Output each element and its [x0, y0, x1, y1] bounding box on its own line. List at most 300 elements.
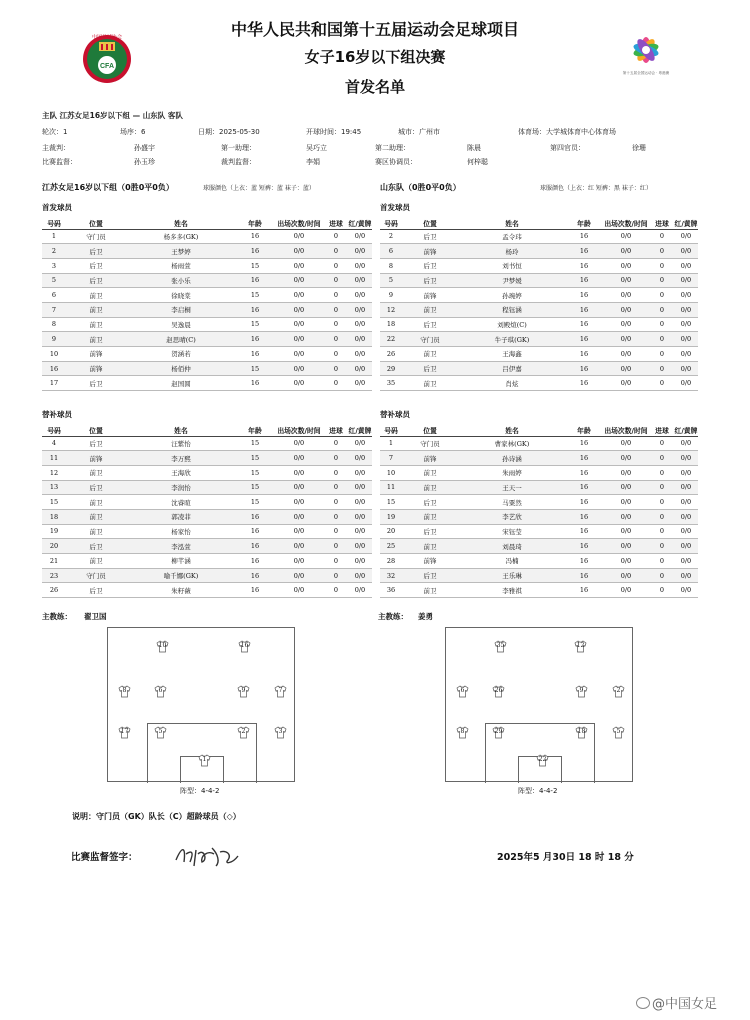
cell-pos: 前卫	[66, 288, 126, 303]
cell-name: 曹家林(GK)	[458, 436, 566, 451]
shirt-number: 22	[538, 756, 547, 763]
cell-num: 7	[380, 451, 402, 466]
cell-cards: 0/0	[674, 451, 698, 466]
cell-cards: 0/0	[674, 317, 698, 332]
player-shirt	[492, 685, 505, 698]
cell-cards: 0/0	[674, 273, 698, 288]
cell-num: 20	[380, 524, 402, 539]
shirt-number: 5	[158, 728, 163, 735]
table-row	[42, 583, 372, 598]
table-row	[380, 332, 698, 347]
cell-pos: 前卫	[66, 465, 126, 480]
cell-goals: 0	[650, 465, 674, 480]
home-coach: 翟卫国	[84, 612, 107, 621]
table-row	[380, 258, 698, 273]
cell-age: 16	[566, 317, 602, 332]
cell-age: 16	[566, 554, 602, 569]
table-row	[42, 273, 372, 288]
cell-cards: 0/0	[674, 509, 698, 524]
cell-age: 16	[566, 524, 602, 539]
cell-age: 16	[236, 583, 274, 598]
cell-apps: 0/0	[274, 583, 324, 598]
cell-num: 29	[380, 361, 402, 376]
table-row	[42, 524, 372, 539]
signature-image	[172, 840, 242, 870]
cell-apps: 0/0	[274, 539, 324, 554]
cell-goals: 0	[650, 376, 674, 391]
cell-apps: 0/0	[602, 436, 650, 451]
cell-num: 16	[42, 361, 66, 376]
shirt-number: 12	[576, 642, 585, 649]
away-coach-label: 主教练：	[378, 612, 408, 621]
cell-cards: 0/0	[348, 509, 372, 524]
col-pos: 位置	[402, 425, 458, 436]
cell-age: 16	[566, 229, 602, 244]
table-row	[42, 258, 372, 273]
col-num: 号码	[380, 218, 402, 229]
table-row	[380, 376, 698, 391]
cell-goals: 0	[324, 568, 348, 583]
cell-goals: 0	[650, 524, 674, 539]
cell-apps: 0/0	[274, 317, 324, 332]
cell-pos: 前卫	[66, 302, 126, 317]
cell-pos: 前卫	[66, 332, 126, 347]
cell-num: 9	[42, 332, 66, 347]
col-age: 年龄	[236, 218, 274, 229]
cell-name: 杨玲	[458, 244, 566, 259]
cell-pos: 后卫	[402, 495, 458, 510]
cell-apps: 0/0	[602, 317, 650, 332]
cell-apps: 0/0	[602, 465, 650, 480]
home-kit: 球服颜色（上衣：蓝 短裤：蓝 袜子：蓝）	[203, 185, 315, 192]
cell-pos: 前卫	[66, 554, 126, 569]
cell-name: 吕伊嘉	[458, 361, 566, 376]
cell-pos: 前卫	[66, 317, 126, 332]
cell-name: 刘晨琦	[458, 539, 566, 554]
cell-name: 王海鑫	[458, 347, 566, 362]
cell-num: 2	[42, 244, 66, 259]
cell-pos: 后卫	[402, 568, 458, 583]
cell-cards: 0/0	[674, 583, 698, 598]
cell-cards: 0/0	[674, 288, 698, 303]
cell-name: 杨多多(GK)	[126, 229, 236, 244]
cell-apps: 0/0	[274, 258, 324, 273]
cell-name: 刘书恒	[458, 258, 566, 273]
cell-apps: 0/0	[602, 480, 650, 495]
cell-pos: 前锋	[402, 288, 458, 303]
cell-goals: 0	[324, 361, 348, 376]
cell-apps: 0/0	[274, 509, 324, 524]
player-shirt	[494, 640, 507, 653]
cell-cards: 0/0	[348, 451, 372, 466]
cell-age: 16	[566, 509, 602, 524]
table-row	[380, 583, 698, 598]
cell-pos: 前锋	[66, 361, 126, 376]
cell-age: 16	[566, 568, 602, 583]
cell-pos: 后卫	[66, 376, 126, 391]
fourth-official: 徐珊	[632, 144, 646, 152]
table-row	[380, 361, 698, 376]
cell-name: 赵国圆	[126, 376, 236, 391]
table-row	[380, 317, 698, 332]
cell-name: 冯楠	[458, 554, 566, 569]
table-row	[42, 436, 372, 451]
cell-goals: 0	[324, 244, 348, 259]
cell-name: 张小乐	[126, 273, 236, 288]
table-row	[380, 451, 698, 466]
player-shirt	[492, 726, 505, 739]
player-shirt	[198, 754, 211, 767]
player-shirt	[156, 640, 169, 653]
cell-cards: 0/0	[348, 495, 372, 510]
cell-pos: 后卫	[402, 361, 458, 376]
cell-age: 15	[236, 480, 274, 495]
cell-pos: 前锋	[402, 554, 458, 569]
cell-apps: 0/0	[602, 539, 650, 554]
referee: 孙盛宇	[134, 144, 155, 152]
cell-name: 王海欣	[126, 465, 236, 480]
cell-name: 刘殿煊(C)	[458, 317, 566, 332]
cell-goals: 0	[324, 509, 348, 524]
match-date: 日期：2025-05-30	[198, 128, 260, 136]
cell-goals: 0	[650, 495, 674, 510]
cell-num: 8	[42, 317, 66, 332]
cell-num: 5	[380, 273, 402, 288]
cell-age: 16	[566, 258, 602, 273]
player-shirt	[612, 685, 625, 698]
cell-name: 吴逸晨	[126, 317, 236, 332]
cell-goals: 0	[650, 229, 674, 244]
table-row	[42, 332, 372, 347]
shirt-number: 29	[494, 728, 503, 735]
cell-pos: 后卫	[66, 480, 126, 495]
cell-pos: 后卫	[66, 244, 126, 259]
cell-name: 徐晓棠	[126, 288, 236, 303]
cell-num: 11	[380, 480, 402, 495]
cell-pos: 前锋	[66, 347, 126, 362]
cell-apps: 0/0	[602, 332, 650, 347]
table-row	[380, 347, 698, 362]
cell-num: 3	[42, 258, 66, 273]
home-subs-label: 替补球员	[42, 410, 72, 419]
col-cards: 红/黄牌	[674, 218, 698, 229]
cell-name: 李艺欣	[458, 509, 566, 524]
cell-age: 15	[236, 465, 274, 480]
cell-age: 16	[566, 302, 602, 317]
cell-cards: 0/0	[348, 554, 372, 569]
cell-apps: 0/0	[602, 288, 650, 303]
cell-name: 肖炫	[458, 376, 566, 391]
col-age: 年龄	[566, 218, 602, 229]
cell-name: 喻千娜(GK)	[126, 568, 236, 583]
cell-apps: 0/0	[602, 509, 650, 524]
player-shirt	[237, 726, 250, 739]
cell-apps: 0/0	[274, 554, 324, 569]
col-age: 年龄	[566, 425, 602, 436]
cell-goals: 0	[650, 539, 674, 554]
cell-num: 23	[42, 568, 66, 583]
cell-apps: 0/0	[602, 273, 650, 288]
cell-cards: 0/0	[348, 229, 372, 244]
cell-num: 4	[42, 436, 66, 451]
cell-pos: 前卫	[66, 524, 126, 539]
cell-cards: 0/0	[348, 583, 372, 598]
ar2: 陈晨	[467, 144, 481, 152]
shirt-number: 5	[616, 728, 621, 735]
round: 轮次：1	[42, 128, 68, 136]
cfa-logo-text: CFA	[100, 63, 114, 70]
cell-goals: 0	[650, 288, 674, 303]
teams-line: 主队 江苏女足16岁以下组 — 山东队 客队	[42, 111, 183, 120]
col-goals: 进球	[324, 218, 348, 229]
cell-cards: 0/0	[348, 436, 372, 451]
player-shirt	[154, 726, 167, 739]
cell-pos: 守门员	[66, 568, 126, 583]
cell-pos: 前锋	[66, 451, 126, 466]
cell-apps: 0/0	[274, 480, 324, 495]
shirt-number: 2	[616, 687, 621, 694]
cell-goals: 0	[324, 436, 348, 451]
cell-pos: 前锋	[402, 244, 458, 259]
cell-goals: 0	[650, 273, 674, 288]
cell-age: 16	[236, 376, 274, 391]
table-row	[42, 465, 372, 480]
cell-num: 19	[380, 509, 402, 524]
cell-cards: 0/0	[674, 347, 698, 362]
cell-pos: 前卫	[402, 302, 458, 317]
cell-apps: 0/0	[602, 376, 650, 391]
cell-age: 16	[236, 539, 274, 554]
col-cards: 红/黄牌	[348, 218, 372, 229]
shirt-number: 35	[496, 642, 505, 649]
home-subs-table	[42, 425, 372, 598]
cell-name: 郭凌菲	[126, 509, 236, 524]
cell-goals: 0	[650, 302, 674, 317]
cell-pos: 守门员	[402, 332, 458, 347]
cell-cards: 0/0	[674, 376, 698, 391]
cell-cards: 0/0	[348, 332, 372, 347]
cell-num: 36	[380, 583, 402, 598]
col-name: 姓名	[126, 218, 236, 229]
col-num: 号码	[42, 425, 66, 436]
player-shirt	[575, 685, 588, 698]
away-formation: 阵型：4-4-2	[518, 787, 558, 795]
cell-age: 16	[236, 229, 274, 244]
cell-age: 16	[236, 568, 274, 583]
cell-age: 16	[566, 451, 602, 466]
cell-apps: 0/0	[274, 495, 324, 510]
cell-name: 杨家怡	[126, 524, 236, 539]
cell-name: 李雅祺	[458, 583, 566, 598]
cell-goals: 0	[324, 524, 348, 539]
cell-num: 22	[380, 332, 402, 347]
shirt-number: 26	[494, 687, 503, 694]
shirt-number: 7	[278, 687, 283, 694]
cell-num: 25	[380, 539, 402, 554]
cell-apps: 0/0	[274, 302, 324, 317]
table-row	[42, 229, 372, 244]
cell-age: 16	[236, 273, 274, 288]
player-shirt	[612, 726, 625, 739]
cell-cards: 0/0	[674, 495, 698, 510]
cell-apps: 0/0	[602, 302, 650, 317]
cell-name: 朱雨婷	[458, 465, 566, 480]
cell-cards: 0/0	[674, 436, 698, 451]
table-row	[42, 244, 372, 259]
cell-apps: 0/0	[602, 568, 650, 583]
cell-cards: 0/0	[348, 302, 372, 317]
referee-label: 主裁判：	[42, 144, 70, 152]
cell-apps: 0/0	[602, 258, 650, 273]
player-shirt	[274, 726, 287, 739]
cell-num: 26	[380, 347, 402, 362]
cell-goals: 0	[650, 583, 674, 598]
cell-name: 宋钰莹	[458, 524, 566, 539]
cell-goals: 0	[324, 317, 348, 332]
watermark	[636, 993, 717, 1012]
cell-cards: 0/0	[348, 376, 372, 391]
cell-name: 李泓萱	[126, 539, 236, 554]
cell-name: 沈睿暄	[126, 495, 236, 510]
cell-age: 16	[566, 332, 602, 347]
cell-pos: 前卫	[402, 376, 458, 391]
cell-apps: 0/0	[274, 361, 324, 376]
cell-num: 11	[42, 451, 66, 466]
shirt-number: 6	[158, 687, 163, 694]
col-goals: 进球	[650, 425, 674, 436]
away-team-title: 山东队（0胜0平0负）	[380, 183, 461, 192]
cell-pos: 后卫	[66, 539, 126, 554]
ar1: 吴巧立	[306, 144, 327, 152]
cell-name: 牛子琪(GK)	[458, 332, 566, 347]
cell-cards: 0/0	[674, 524, 698, 539]
cell-apps: 0/0	[602, 524, 650, 539]
cell-goals: 0	[324, 495, 348, 510]
cell-cards: 0/0	[674, 465, 698, 480]
cell-pos: 守门员	[66, 229, 126, 244]
col-num: 号码	[42, 218, 66, 229]
col-apps: 出场次数/时间	[602, 218, 650, 229]
table-row	[380, 273, 698, 288]
assessor-label: 裁判监督：	[221, 158, 256, 166]
table-row	[42, 568, 372, 583]
table-row	[380, 554, 698, 569]
cell-goals: 0	[324, 480, 348, 495]
cell-pos: 前卫	[402, 465, 458, 480]
cell-cards: 0/0	[348, 480, 372, 495]
cell-age: 15	[236, 317, 274, 332]
home-starters-table	[42, 218, 372, 391]
cell-goals: 0	[324, 539, 348, 554]
cell-num: 12	[380, 302, 402, 317]
cell-num: 12	[42, 465, 66, 480]
cell-apps: 0/0	[274, 244, 324, 259]
player-shirt	[536, 754, 549, 767]
col-apps: 出场次数/时间	[274, 218, 324, 229]
cell-num: 8	[380, 258, 402, 273]
player-shirt	[575, 726, 588, 739]
cell-name: 汪紫怡	[126, 436, 236, 451]
player-shirt	[118, 726, 131, 739]
cell-pos: 前卫	[402, 583, 458, 598]
home-starters-label: 首发球员	[42, 203, 72, 212]
cell-goals: 0	[650, 436, 674, 451]
table-row	[380, 568, 698, 583]
assessor: 李娟	[306, 158, 320, 166]
cell-name: 李润怡	[126, 480, 236, 495]
title-line3: 首发名单	[344, 78, 405, 96]
col-goals: 进球	[650, 218, 674, 229]
cell-name: 柳芊涵	[126, 554, 236, 569]
shirt-number: 10	[158, 642, 167, 649]
shirt-number: 8	[122, 687, 127, 694]
cell-name: 尹梦媛	[458, 273, 566, 288]
cell-apps: 0/0	[602, 583, 650, 598]
city: 城市：广州市	[398, 128, 440, 136]
table-row	[380, 436, 698, 451]
cell-cards: 0/0	[348, 273, 372, 288]
cell-pos: 守门员	[402, 436, 458, 451]
away-subs-table	[380, 425, 698, 598]
cell-apps: 0/0	[274, 332, 324, 347]
away-subs-label: 替补球员	[380, 410, 410, 419]
cell-name: 马粟然	[458, 495, 566, 510]
cell-pos: 前锋	[402, 451, 458, 466]
cell-cards: 0/0	[674, 258, 698, 273]
away-starters-table	[380, 218, 698, 391]
player-shirt	[237, 685, 250, 698]
cell-cards: 0/0	[348, 317, 372, 332]
cell-name: 李万熙	[126, 451, 236, 466]
home-team-title: 江苏女足16岁以下组（0胜0平0负）	[42, 183, 174, 192]
home-pitch	[107, 627, 295, 782]
cell-apps: 0/0	[274, 568, 324, 583]
col-pos: 位置	[402, 218, 458, 229]
table-row	[42, 376, 372, 391]
cell-num: 28	[380, 554, 402, 569]
cell-age: 16	[566, 361, 602, 376]
cell-cards: 0/0	[674, 554, 698, 569]
match-no: 场序：6	[120, 128, 146, 136]
cell-num: 5	[42, 273, 66, 288]
col-cards: 红/黄牌	[348, 425, 372, 436]
coordinator: 何梓聪	[467, 158, 488, 166]
cell-num: 18	[380, 317, 402, 332]
cell-goals: 0	[650, 332, 674, 347]
cell-goals: 0	[324, 258, 348, 273]
cell-apps: 0/0	[274, 524, 324, 539]
commissioner: 孙玉珍	[134, 158, 155, 166]
table-row	[42, 361, 372, 376]
shirt-number: 18	[577, 728, 586, 735]
col-age: 年龄	[236, 425, 274, 436]
cell-cards: 0/0	[348, 568, 372, 583]
shirt-number: 1	[202, 756, 207, 763]
home-coach-label: 主教练：	[42, 612, 72, 621]
cell-name: 孟令玮	[458, 229, 566, 244]
cell-num: 6	[42, 288, 66, 303]
cell-apps: 0/0	[274, 451, 324, 466]
cell-apps: 0/0	[274, 288, 324, 303]
cell-goals: 0	[324, 332, 348, 347]
cell-apps: 0/0	[274, 347, 324, 362]
cell-goals: 0	[324, 229, 348, 244]
signature-label: 比赛监督签字：	[71, 852, 138, 863]
player-shirt	[274, 685, 287, 698]
cell-age: 15	[236, 361, 274, 376]
cell-age: 15	[236, 436, 274, 451]
cell-name: 杨佰仲	[126, 361, 236, 376]
